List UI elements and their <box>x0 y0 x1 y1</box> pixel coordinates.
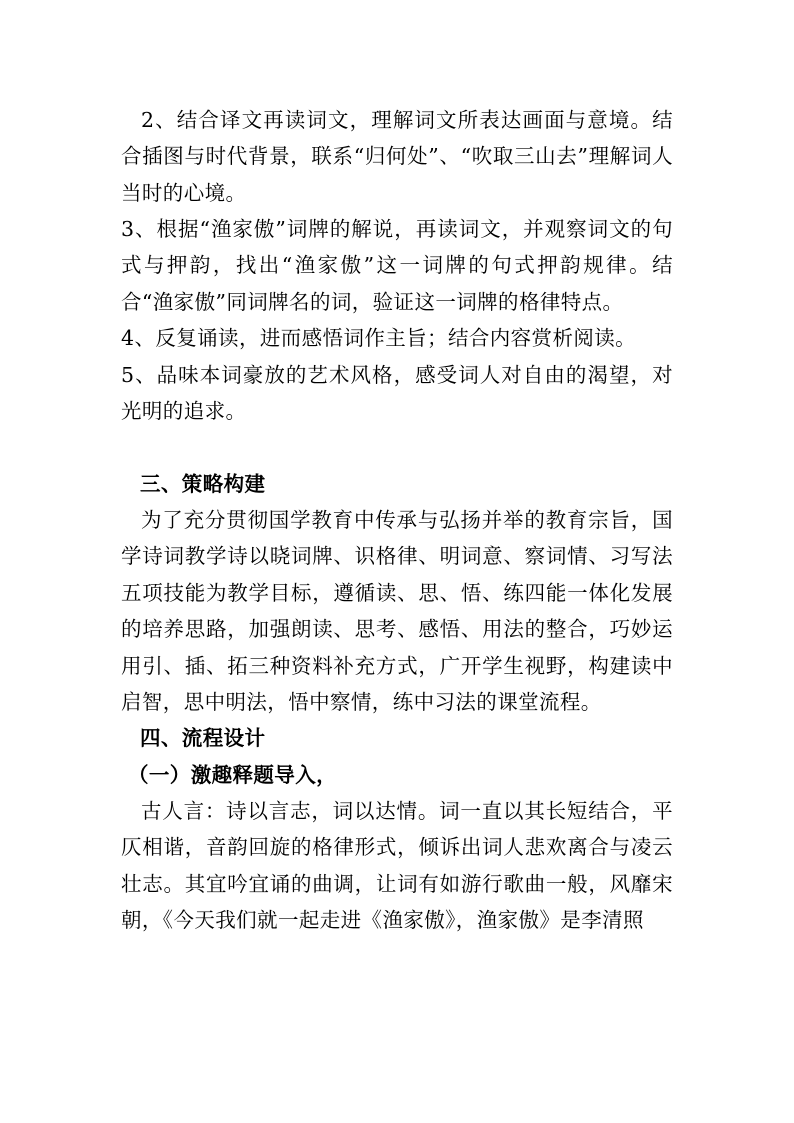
list-item-4: 4、反复诵读，进而感悟词作主旨；结合内容赏析阅读。 <box>121 326 637 350</box>
list-item-5: 5、品味本词豪放的艺术风格，感受词人对自由的渴望，对光明的追求。 <box>121 363 673 424</box>
list-item-2: 2、结合译文再读词文，理解词文所表达画面与意境。结合插图与时代背景，联系“归何处”、“吹取三山去”理解词人当时的心境。 <box>121 108 673 205</box>
section-body-strategy: 为了充分贯彻国学教育中传承与弘扬并举的教育宗旨，国学诗词教学诗以晓词牌、识格律、明词意、察词情、习写法五项技能为教学目标，遵循读、思、悟、练四能一体化发展的培养思路，加强朗读、思考、感悟、用法的整合，巧妙运用引、插、拓三种资料补充方式，广开学生视野，构建读中启智，思中明法，悟中察情，练中习法的课堂流程。 <box>121 508 673 715</box>
subsection-body-intro: 古人言：诗以言志，词以达情。词一直以其长短结合，平仄相谐，音韵回旋的格律形式，倾诉出词人悲欢离合与凌云壮志。其宜吟宜诵的曲调，让词有如游行歌曲一般，风靡宋朝，《今天我们就一起走进《渔家傲》，渔家傲》是李清照 <box>121 799 673 933</box>
section-heading-process: 四、流程设计 <box>140 726 266 750</box>
section-heading-strategy: 三、策略构建 <box>140 472 266 496</box>
subsection-heading-intro: （一）激趣释题导入， <box>128 763 337 787</box>
list-item-3: 3、根据“渔家傲”词牌的解说，再读词文，并观察词文的句式与押韵，找出“渔家傲”这一词牌的句式押韵规律。结合“渔家傲”同词牌名的词，验证这一词牌的格律特点。 <box>121 217 673 314</box>
